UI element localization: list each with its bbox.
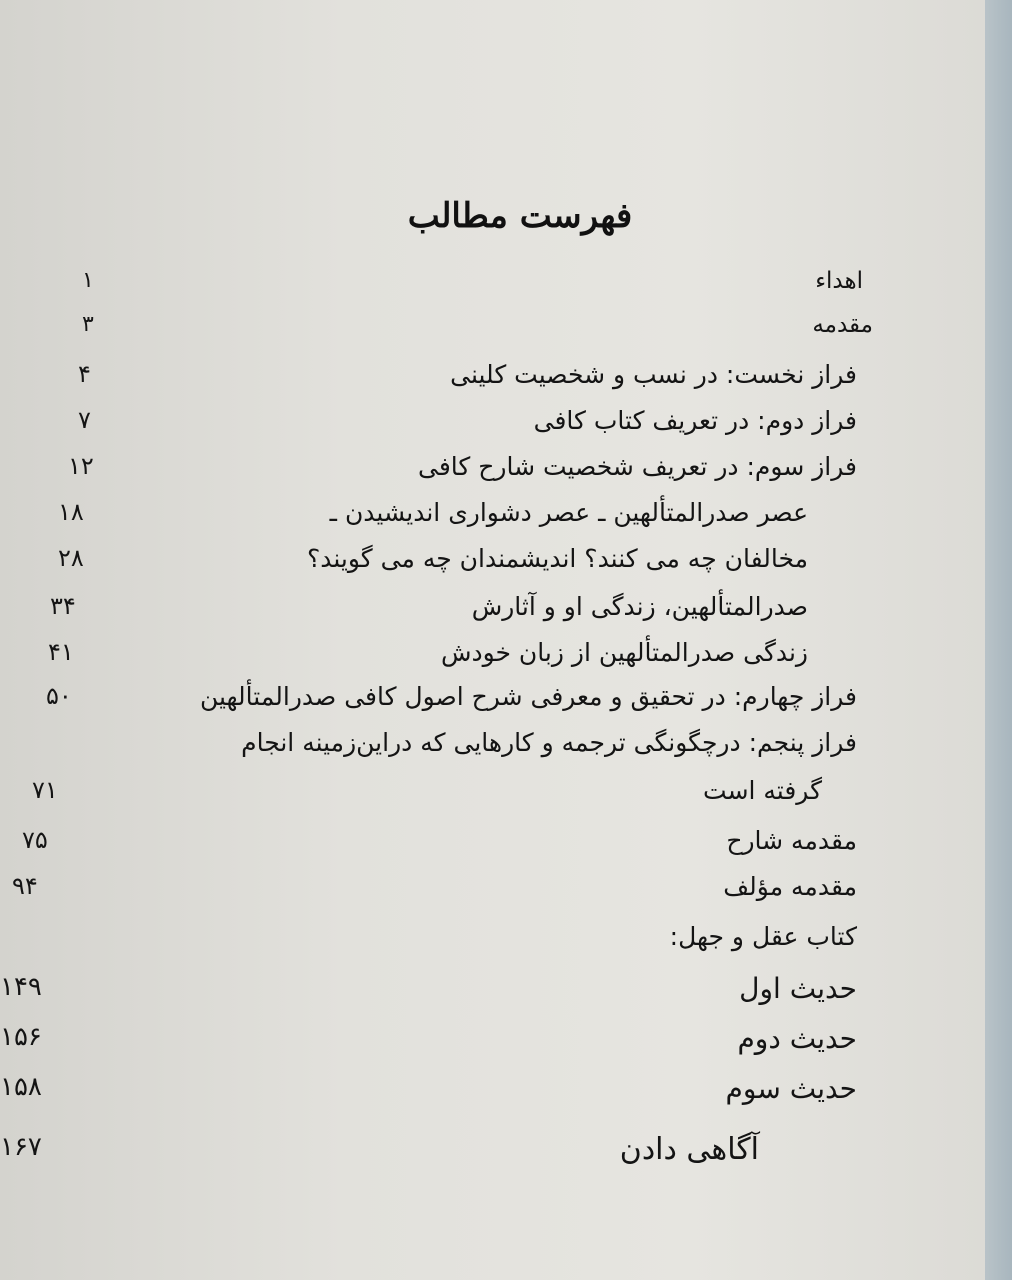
page-title: فهرست مطالب xyxy=(407,196,633,236)
toc-entry-title: فراز چهارم: در تحقیق و معرفی شرح اصول کافی صدرالمتألهین xyxy=(199,682,857,711)
toc-page-number: ۱۵۸ xyxy=(0,1072,42,1102)
toc-page-number: ۵۰ xyxy=(46,682,72,710)
toc-entry-title: آگاهی دادن xyxy=(619,1132,759,1167)
toc-entry-title: فراز سوم: در تعریف شخصیت شارح کافی xyxy=(417,452,857,481)
toc-row xyxy=(0,406,985,454)
toc-entry-title: فراز پنجم: درچگونگی ترجمه و کارهایی که دراین‌زمینه انجام xyxy=(241,728,857,757)
toc-row xyxy=(0,1072,985,1120)
toc-entry-title: گرفته است xyxy=(703,776,822,805)
toc-row xyxy=(0,972,985,1020)
toc-row xyxy=(0,592,985,640)
toc-row xyxy=(0,826,985,874)
toc-entry-title: عصر صدرالمتألهین ـ عصر دشواری اندیشیدن ـ xyxy=(329,498,808,527)
toc-page-number: ۴۱ xyxy=(48,638,74,666)
toc-page-number: ۱۴۹ xyxy=(0,972,42,1002)
book-edge xyxy=(985,0,1012,1280)
toc-row xyxy=(0,498,985,546)
toc-entry-title: مقدمه xyxy=(812,312,873,338)
toc-row xyxy=(0,1132,985,1180)
toc-page-number: ۱۲ xyxy=(68,452,94,480)
toc-entry-title: مقدمه شارح xyxy=(726,826,857,855)
toc-row xyxy=(0,728,985,776)
toc-row xyxy=(0,268,985,316)
toc-page-number: ۹۴ xyxy=(12,872,38,900)
toc-entry-title: زندگی صدرالمتألهین از زبان خودش xyxy=(440,638,808,667)
toc-page-number: ۱۸ xyxy=(58,498,84,526)
toc-entry-title: حدیث دوم xyxy=(737,1022,857,1055)
toc-page-number: ۲۸ xyxy=(58,544,84,572)
toc-row xyxy=(0,452,985,500)
toc-entry-title: فراز دوم: در تعریف کتاب کافی xyxy=(533,406,857,435)
toc-row xyxy=(0,1022,985,1070)
toc-page-number: ۱۵۶ xyxy=(0,1022,42,1052)
toc-entry-title: حدیث اول xyxy=(739,972,857,1005)
toc-entry-title: کتاب عقل و جهل: xyxy=(669,922,857,951)
toc-page-number: ۷۱ xyxy=(32,776,58,804)
toc-page-number: ۳ xyxy=(82,312,94,337)
toc-row xyxy=(0,872,985,920)
toc-row xyxy=(0,544,985,592)
toc-entry-title: مقدمه مؤلف xyxy=(723,872,857,901)
toc-entry-title: صدرالمتألهین، زندگی او و آثارش xyxy=(471,592,808,621)
toc-page-number: ۷ xyxy=(78,406,91,434)
toc-entry-title: حدیث سوم xyxy=(725,1072,857,1105)
toc-page-number: ۴ xyxy=(78,360,91,388)
toc-row xyxy=(0,638,985,686)
toc-entry-title: اهداء xyxy=(815,268,863,294)
toc-entry-title: مخالفان چه می کنند؟ اندیشمندان چه می گویند؟ xyxy=(307,544,808,573)
toc-row xyxy=(0,922,985,970)
toc-page-number: ۷۵ xyxy=(22,826,48,854)
toc-row xyxy=(0,360,985,408)
toc-page-number: ۳۴ xyxy=(50,592,76,620)
toc-page-number: ۱۶۷ xyxy=(0,1132,42,1162)
toc-row xyxy=(0,776,985,824)
toc-row xyxy=(0,682,985,730)
toc-page-number: ۱ xyxy=(82,268,94,293)
toc-row xyxy=(0,312,985,360)
toc-entry-title: فراز نخست: در نسب و شخصیت کلینی xyxy=(450,360,857,389)
